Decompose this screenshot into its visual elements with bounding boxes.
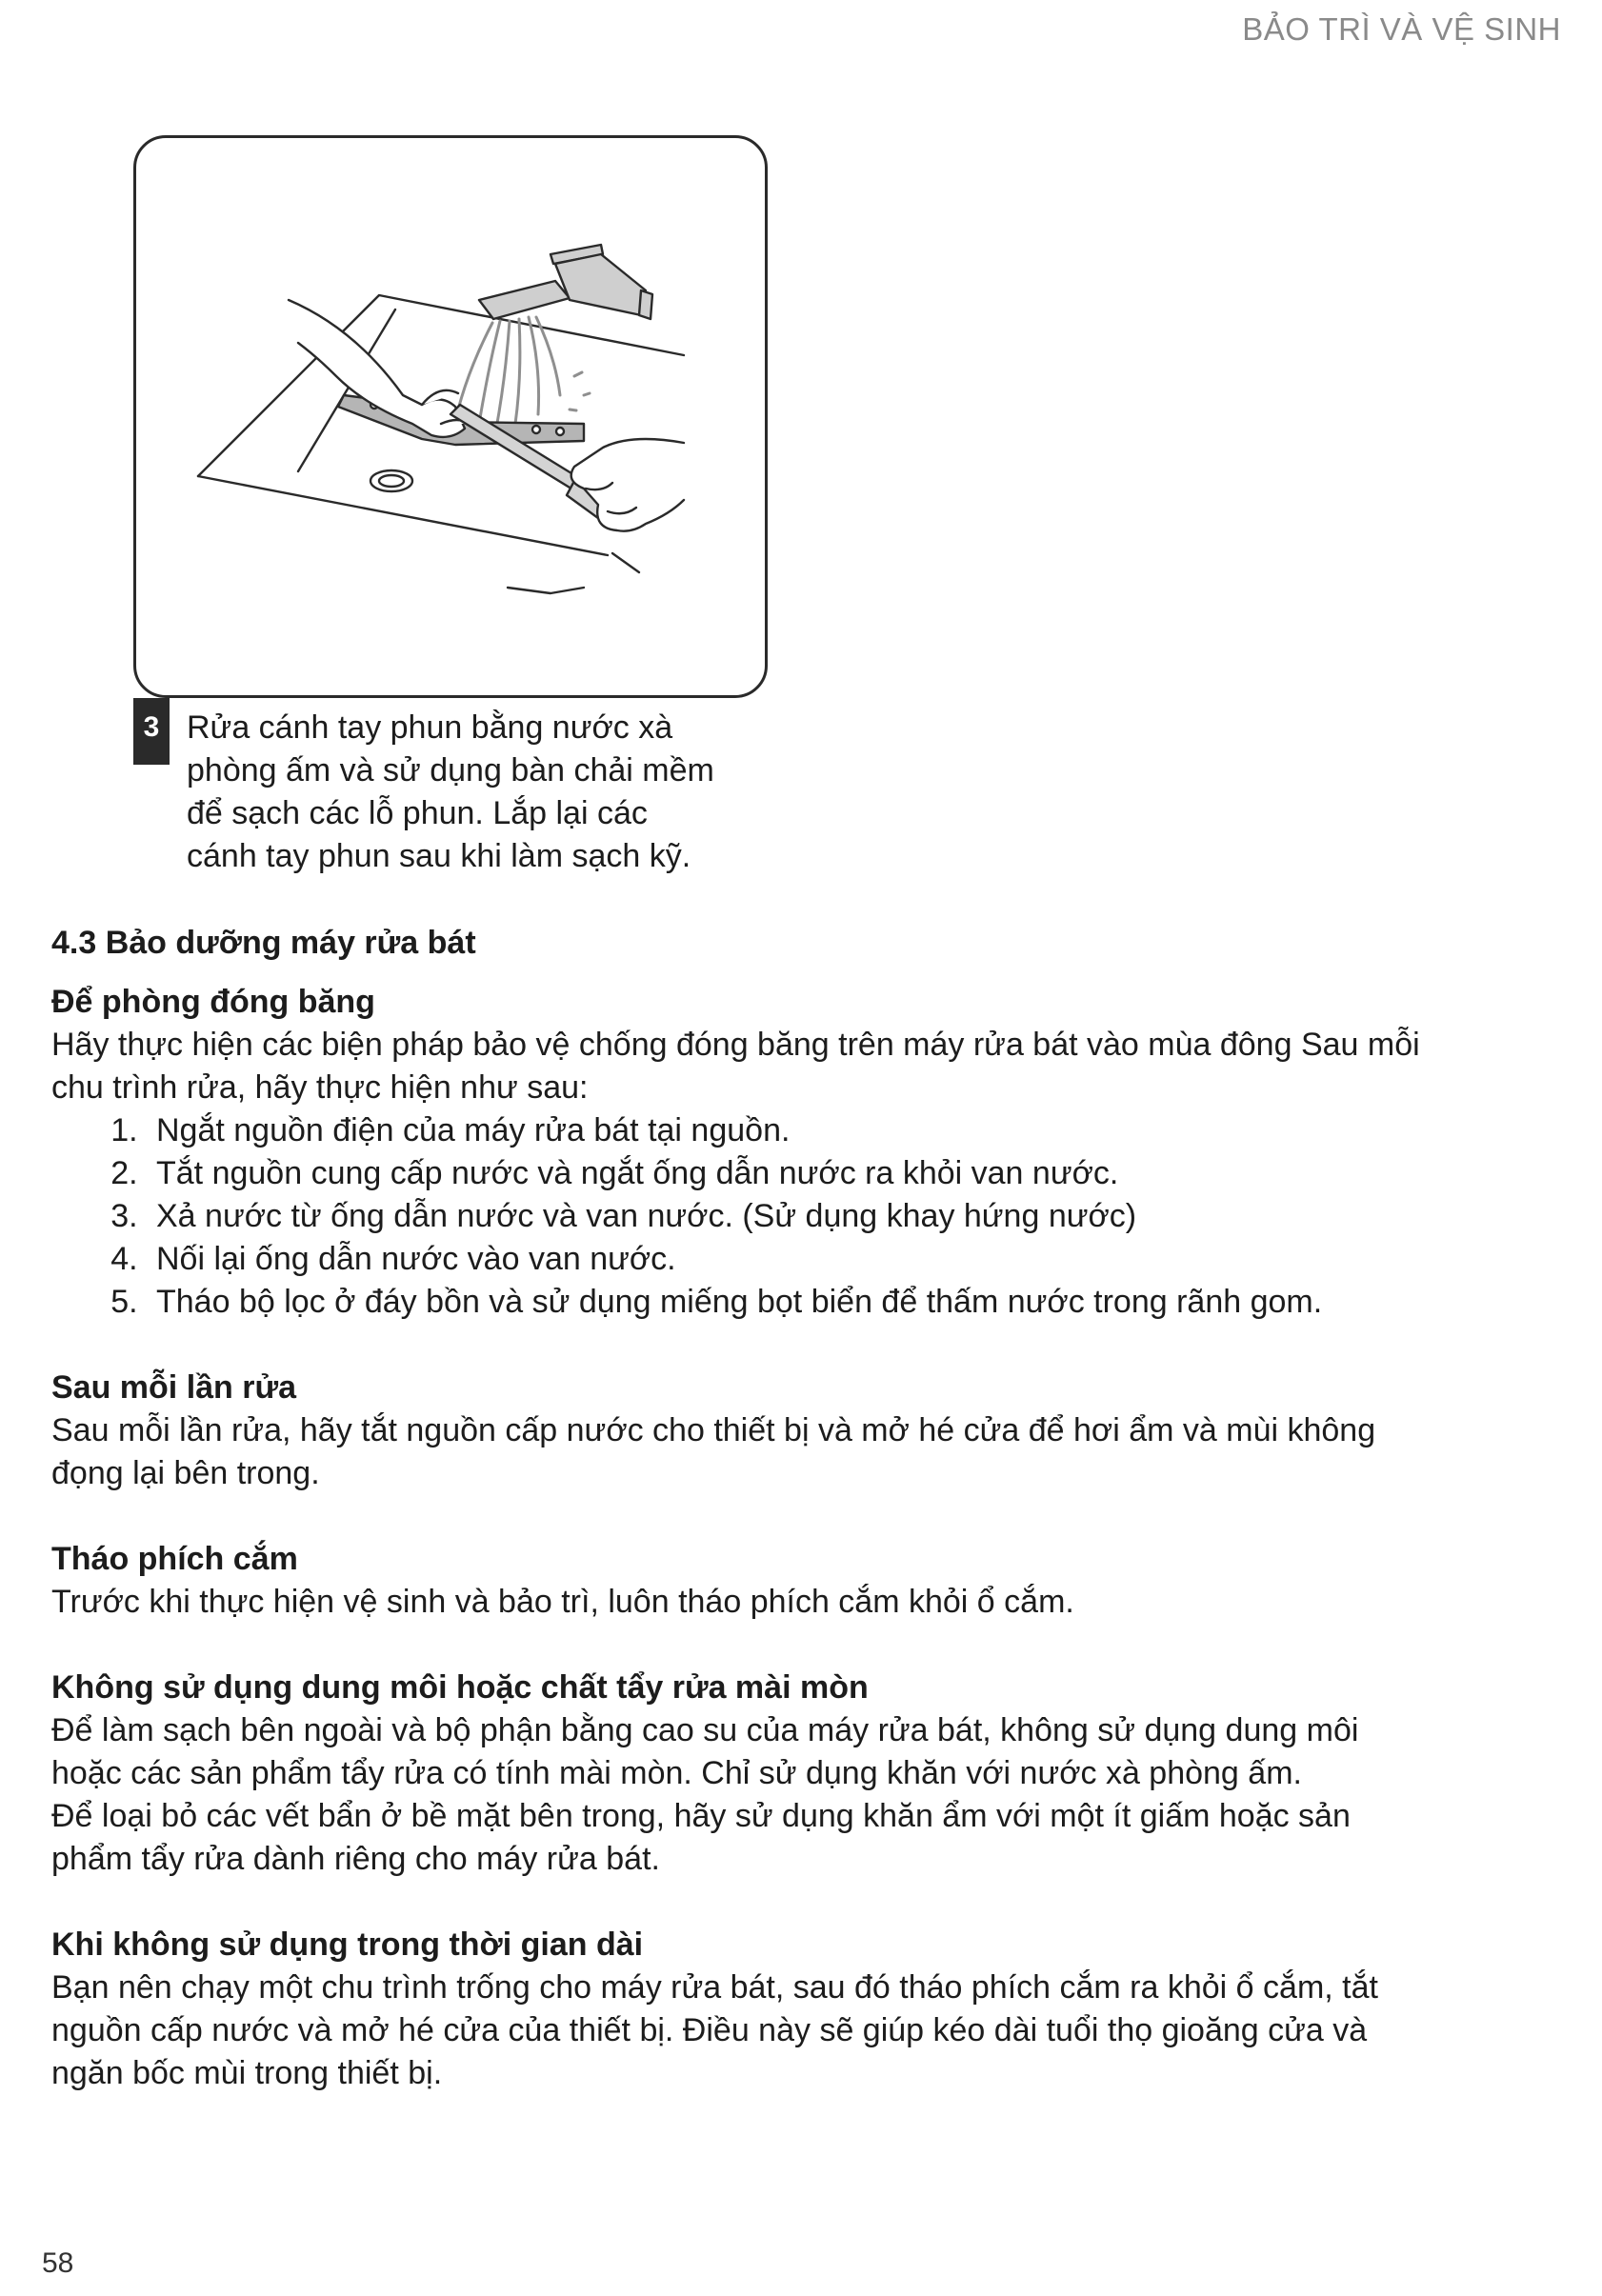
long-unused-block: [51, 1924, 1566, 2095]
paragraph-line: phẩm tẩy rửa dành riêng cho máy rửa bát.: [51, 1841, 660, 1877]
paragraph-line: Để làm sạch bên ngoài và bộ phận bằng cao su của máy rửa bát, không sử dụng dung môi: [51, 1712, 1359, 1748]
paragraph-line: hoặc các sản phẩm tẩy rửa có tính mài mòn. Chỉ sử dụng khăn với nước xà phòng ấm.: [51, 1755, 1302, 1791]
step-number-badge: 3: [133, 698, 170, 765]
no-solvent-block: [51, 1667, 1566, 1881]
frost-protection-block: [51, 981, 1566, 1324]
frost-heading: Để phòng đóng băng: [51, 984, 375, 1020]
unplug-heading: Tháo phích cắm: [51, 1541, 298, 1577]
paragraph-line: Trước khi thực hiện vệ sinh và bảo trì, luôn tháo phích cắm khỏi ổ cắm.: [51, 1584, 1074, 1620]
maintenance-section: [51, 922, 1566, 2138]
list-item: 4. Nối lại ống dẫn nước vào van nước.: [147, 1238, 1566, 1281]
hand-icon: [571, 439, 684, 531]
caption-line: cánh tay phun sau khi làm sạch kỹ.: [187, 838, 691, 874]
after-wash-block: [51, 1367, 1566, 1495]
caption-line: để sạch các lỗ phun. Lắp lại các: [187, 795, 648, 831]
frost-intro-line: Hãy thực hiện các biện pháp bảo vệ chống đóng băng trên máy rửa bát vào mùa đông Sau mỗi: [51, 1027, 1420, 1063]
list-item: 3. Xả nước từ ống dẫn nước và van nước. (Sử dụng khay hứng nước): [147, 1195, 1566, 1238]
paragraph-line: Để loại bỏ các vết bẩn ở bề mặt bên trong, hãy sử dụng khăn ẩm với một ít giấm hoặc sản: [51, 1798, 1351, 1834]
list-item: 5. Tháo bộ lọc ở đáy bồn và sử dụng miếng bọt biển để thấm nước trong rãnh gom.: [147, 1281, 1566, 1324]
paragraph-line: Bạn nên chạy một chu trình trống cho máy rửa bát, sau đó tháo phích cắm ra khỏi ổ cắm, tắt: [51, 1969, 1378, 2006]
spray-arm-cleaning-illustration: [136, 138, 765, 695]
section-title: 4.3 Bảo dưỡng máy rửa bát: [51, 925, 476, 961]
unplug-block: [51, 1538, 1566, 1624]
caption-line: phòng ấm và sử dụng bàn chải mềm: [187, 752, 714, 789]
long-unused-heading: Khi không sử dụng trong thời gian dài: [51, 1927, 644, 1963]
faucet-icon: [479, 245, 652, 319]
caption-line: Rửa cánh tay phun bằng nước xà: [187, 709, 673, 746]
page-number: 58: [42, 2247, 74, 2279]
no-solvent-heading: Không sử dụng dung môi hoặc chất tẩy rửa mài mòn: [51, 1669, 869, 1706]
paragraph-line: đọng lại bên trong.: [51, 1455, 320, 1491]
paragraph-line: Sau mỗi lần rửa, hãy tắt nguồn cấp nước cho thiết bị và mở hé cửa để hơi ẩm và mùi không: [51, 1412, 1376, 1448]
paragraph-line: ngăn bốc mùi trong thiết bị.: [51, 2055, 443, 2091]
drain-icon: [370, 470, 412, 491]
paragraph-line: nguồn cấp nước và mở hé cửa của thiết bị. Điều này sẽ giúp kéo dài tuổi thọ gioăng cửa và: [51, 2012, 1368, 2048]
frost-steps-list: [51, 1109, 1566, 1324]
list-item: 2. Tắt nguồn cung cấp nước và ngắt ống dẫn nước ra khỏi van nước.: [147, 1152, 1566, 1195]
after-wash-heading: Sau mỗi lần rửa: [51, 1369, 297, 1406]
section-header: BẢO TRÌ VÀ VỆ SINH: [1242, 11, 1561, 47]
illustration-frame: [133, 135, 768, 698]
frost-intro-line: chu trình rửa, hãy thực hiện như sau:: [51, 1069, 589, 1106]
step-caption: [187, 707, 806, 878]
list-item: 1. Ngắt nguồn điện của máy rửa bát tại nguồn.: [147, 1109, 1566, 1152]
